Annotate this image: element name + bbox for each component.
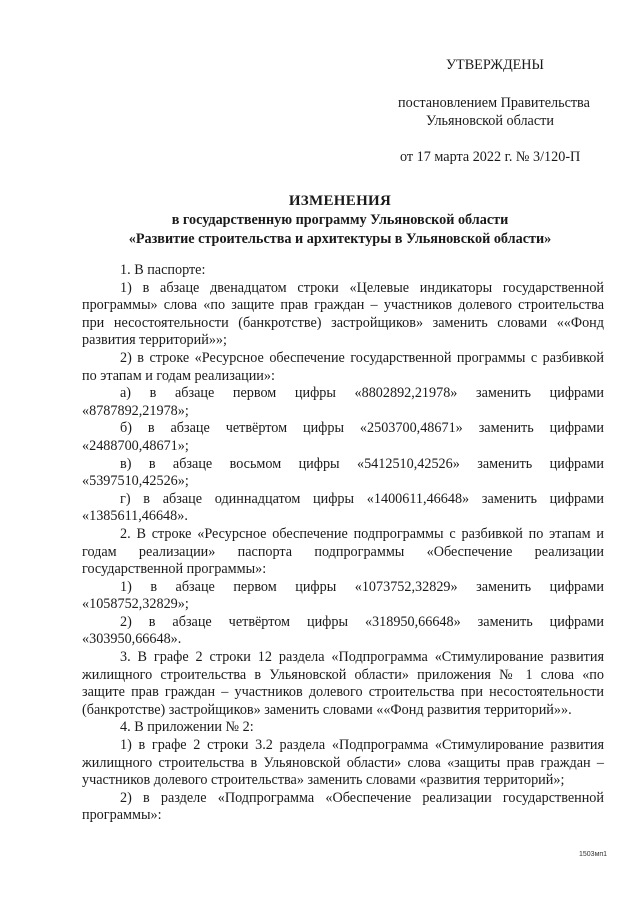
title-program-name: «Развитие строительства и архитектуры в Ульяновской области» <box>128 231 552 247</box>
paragraph: 3. В графе 2 строки 12 раздела «Подпрограмма «Стимулирование развития жилищного строительства в Ульяновской области» приложения № 1 слова «по защите прав граждан – участников долевого строительства при несостоятельности (банкротстве) застройщиков» заменить словами ««Фонд развития территорий»». <box>82 649 604 718</box>
approval-heading: УТВЕРЖДЕНЫ <box>446 57 544 73</box>
approval-authority: постановлением Правительства <box>398 95 590 111</box>
paragraph: 2) в разделе «Подпрограмма «Обеспечение реализации государственной программы»: <box>82 789 604 824</box>
paragraph: г) в абзаце одиннадцатом цифры «1400611,46648» заменить цифрами «1385611,46648». <box>82 490 604 525</box>
approval-date-number: от 17 марта 2022 г. № 3/120-П <box>400 149 581 165</box>
paragraph: 4. В приложении № 2: <box>120 719 254 736</box>
document-title <box>80 192 600 249</box>
paragraph: в) в абзаце восьмом цифры «5412510,42526» заменить цифрами «5397510,42526»; <box>82 455 604 490</box>
paragraph: 1. В паспорте: <box>120 262 206 278</box>
paragraph: 1) в абзаце двенадцатом строки «Целевые индикаторы государственной программы» слова «по защите прав граждан – участников долевого строительства при несостоятельности (банкротстве) застройщиков» заменить словами ««Фонд развития территорий»»; <box>82 279 604 349</box>
document-code-stamp: 1503мп1 <box>579 851 608 858</box>
paragraph: 1) в абзаце первом цифры «1073752,32829» заменить цифрами «1058752,32829»; <box>82 578 604 613</box>
title-subject: в государственную программу Ульяновской области <box>171 212 509 228</box>
title-heading: ИЗМЕНЕНИЯ <box>288 193 392 209</box>
paragraph: 2) в абзаце четвёртом цифры «318950,66648» заменить цифрами «303950,66648». <box>82 613 604 648</box>
paragraph: 1) в графе 2 строки 3.2 раздела «Подпрограмма «Стимулирование развития жилищного строительства в Ульяновской области» слова «защиты прав граждан – участников долевого строительства» заменить словами «развития территорий»; <box>82 737 604 789</box>
approval-region: Ульяновской области <box>426 113 554 129</box>
paragraph: б) в абзаце четвёртом цифры «2503700,48671» заменить цифрами «2488700,48671»; <box>82 420 604 454</box>
paragraph: а) в абзаце первом цифры «8802892,21978» заменить цифрами «8787892,21978»; <box>82 385 604 419</box>
document-body <box>82 262 604 825</box>
paragraph: 2. В строке «Ресурсное обеспечение подпрограммы с разбивкой по этапам и годам реализации» паспорта подпрограммы «Обеспечение реализации государственной программы»: <box>82 525 604 578</box>
paragraph: 2) в строке «Ресурсное обеспечение государственной программы с разбивкой по этапам и годам реализации»: <box>82 349 604 384</box>
